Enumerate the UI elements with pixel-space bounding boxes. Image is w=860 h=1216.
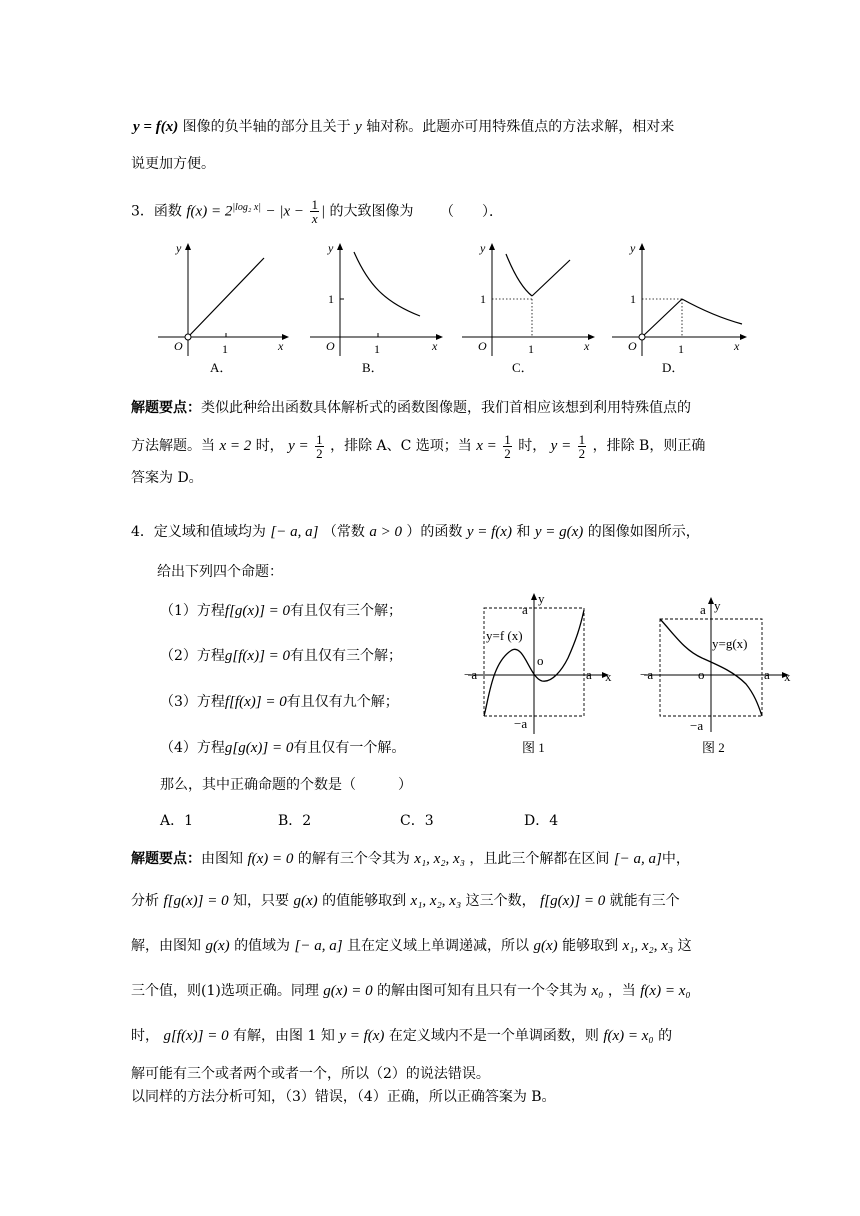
formula: x = 2 [219, 438, 252, 454]
text: 有且仅有三个解； [290, 648, 403, 664]
text: 这 [677, 938, 692, 954]
formula: g[g(x)] = 0 [224, 740, 294, 756]
text: 三个值，则(1)选项正确。同理 [131, 983, 319, 999]
a-right: a [586, 667, 592, 682]
q4-solution-line-6: 解可能有三个或者两个或者一个，所以（2）的说法错误。 [131, 1066, 490, 1082]
formula: g(x) [293, 893, 318, 909]
origin-label: O [478, 339, 487, 353]
fraction [310, 198, 319, 225]
option: A．1 [160, 813, 194, 829]
tick-label-y: 1 [630, 292, 636, 306]
proposition [160, 600, 460, 622]
q4-solution-line-3 [131, 935, 860, 957]
fraction-num: 1 [578, 431, 586, 447]
formula: y = [550, 438, 572, 454]
proposition [160, 691, 460, 713]
curve [188, 258, 264, 337]
formula: y = [288, 438, 309, 454]
formula: y = g(x) [534, 524, 584, 540]
text: 时， [255, 438, 284, 454]
variable: y [355, 119, 362, 135]
origin-label: o [537, 653, 544, 668]
formula: y = f(x) [133, 119, 179, 135]
text: 能够取到 [562, 938, 619, 954]
a-top: a [522, 602, 528, 617]
fraction [503, 433, 512, 460]
formula: f[f(x)] = 0 [224, 694, 287, 710]
formula: g(x) [205, 938, 230, 954]
option: C．3 [400, 813, 434, 829]
tick-label-x: 1 [678, 342, 684, 356]
formula: f(x) = x₀ [640, 983, 691, 999]
formula: g[f(x)] = 0 [224, 648, 291, 664]
tick-label-x: 1 [374, 342, 380, 356]
fraction-den: x [311, 211, 318, 227]
text: （常数 [322, 524, 365, 540]
y-label: y [714, 598, 721, 613]
q3-solution-line-1 [131, 397, 860, 419]
function-formula: f(x) = 2 [186, 203, 233, 220]
text: 知，只要 [233, 893, 290, 909]
origin-label: o [698, 667, 705, 682]
curve-right [682, 299, 742, 324]
formula: g(x) [533, 938, 558, 954]
fraction-num: 1 [311, 197, 318, 213]
formula: f[g(x)] = 0 [163, 893, 229, 909]
text: 的值域为 [234, 938, 291, 954]
proposition [160, 645, 460, 667]
x-label: x [605, 669, 612, 684]
tick-label-x: 1 [528, 342, 534, 356]
solution-label: 解题要点： [131, 400, 201, 416]
open-point [185, 334, 191, 340]
x-label: x [278, 339, 284, 353]
curve-left [642, 299, 682, 337]
graph-c [462, 241, 594, 375]
text: 且在定义域上单调递减，所以 [347, 938, 530, 954]
fraction-den: 2 [316, 445, 323, 461]
origin-label: O [628, 339, 637, 353]
fraction-den: 2 [578, 445, 586, 461]
intro-line-1 [133, 116, 860, 138]
formula: y = f(x) [466, 524, 512, 540]
solution-label: 解题要点： [131, 851, 201, 867]
q4-question: 那么，其中正确命题的个数是（ ） [160, 777, 412, 793]
option-letter: A． [210, 360, 233, 375]
q3-stem [131, 193, 860, 227]
y-label: y [538, 591, 545, 606]
text: 4．定义域和值域均为 [131, 524, 266, 540]
text: ）的函数 [406, 524, 463, 540]
formula: x₁, x₂, x₃ [410, 893, 462, 909]
option-letter: D． [662, 360, 685, 375]
text: 方法解题。当 [131, 438, 215, 454]
formula: x₁, x₂, x₃ [414, 851, 465, 867]
proposition [160, 737, 460, 759]
text: 类似此种给出函数具体解析式的函数图像题，我们首相应该想到利用特殊值点的 [201, 400, 691, 416]
formula: a > 0 [369, 524, 402, 540]
formula: [− a, a] [294, 938, 343, 954]
neg-a-bottom: −a [690, 718, 704, 733]
x-label: x [784, 669, 791, 684]
figure-caption: 图 1 [522, 740, 545, 755]
tick-label-y: 1 [480, 292, 486, 306]
text: 图像的负半轴的部分且关于 [182, 119, 351, 135]
text: 轴对称。此题亦可用特殊值点的方法求解，相对来 [366, 119, 675, 135]
neg-a-left: −a [464, 667, 478, 682]
y-label: y [480, 241, 486, 255]
text: 有且仅有九个解； [286, 694, 399, 710]
formula: f(x) = 0 [247, 851, 294, 867]
formula: f[g(x)] = 0 [540, 893, 606, 909]
q3-solution-line-3: 答案为 D。 [131, 470, 203, 486]
x-label: x [734, 339, 740, 353]
formula: [− a, a] [613, 851, 662, 867]
text: 就能有三个 [609, 893, 680, 909]
q4-figures [462, 588, 802, 760]
curve [354, 252, 420, 316]
formula: g[f(x)] = 0 [163, 1028, 229, 1044]
text: ，当 [607, 983, 636, 999]
text: 有解，由图 1 知 [233, 1028, 335, 1044]
text: 由图知 [201, 851, 243, 867]
tick-label-y: 1 [328, 292, 334, 306]
text: 的值能够取到 [322, 893, 407, 909]
figure-1 [464, 591, 612, 755]
formula: g(x) = 0 [323, 983, 373, 999]
formula: x₁, x₂, x₃ [622, 938, 674, 954]
origin-label: O [174, 339, 183, 353]
open-point [639, 334, 645, 340]
text: 的图像如图所示， [587, 524, 700, 540]
option: B．2 [278, 813, 312, 829]
y-label: y [328, 241, 334, 255]
q4-solution-line-5 [131, 1025, 860, 1047]
text: 的大致图像为 [329, 203, 414, 220]
text: 的 [658, 1028, 673, 1044]
text: ，排除 A、C 选项；当 [330, 438, 472, 454]
q4-stem-line-2: 给出下列四个命题： [157, 564, 283, 580]
figure-2 [640, 598, 791, 755]
formula: x₀ [591, 983, 604, 999]
formula: f(x) = x₀ [603, 1028, 654, 1044]
q4-solution-line-7: 以同样的方法分析可知，（3）错误，（4）正确，所以正确答案为 B。 [131, 1089, 556, 1105]
text: 时， [131, 1028, 159, 1044]
a-top: a [700, 602, 706, 617]
answer-blank: （ ）． [439, 203, 503, 220]
fraction-num: 1 [316, 431, 323, 447]
curve-left [506, 254, 532, 296]
a-right: a [764, 667, 770, 682]
option: D．4 [524, 813, 559, 829]
formula: f[g(x)] = 0 [224, 603, 291, 619]
q3-solution-line-2 [131, 429, 860, 463]
question-number: 3．函数 [131, 203, 182, 220]
q4-options [160, 810, 860, 832]
text: （2）方程 [160, 648, 225, 664]
text: 有且仅有一个解。 [293, 740, 406, 756]
text: 分析 [131, 893, 159, 909]
tick-label-x: 1 [222, 342, 228, 356]
text: ，且此三个解都在区间 [469, 851, 610, 867]
intro-line-2: 说更加方便。 [131, 156, 215, 172]
curve-label: y=g(x) [712, 636, 748, 651]
curve-right [532, 260, 570, 296]
text: （3）方程 [160, 694, 225, 710]
q4-solution-line-4 [131, 980, 860, 1002]
abs-left: − |x − [265, 203, 304, 220]
graph-d [612, 241, 746, 375]
q4-solution-line-2 [131, 890, 860, 912]
figure-caption: 图 2 [702, 740, 725, 755]
text: 中， [661, 851, 690, 867]
q4-stem-line-1 [131, 521, 860, 543]
neg-a-bottom: −a [514, 716, 528, 731]
formula: x = [476, 438, 497, 454]
graph-b [310, 241, 442, 375]
x-label: x [432, 339, 438, 353]
graph-a [158, 241, 288, 375]
text: （1）方程 [160, 603, 225, 619]
text: 在定义域内不是一个单调函数，则 [388, 1028, 599, 1044]
fraction-num: 1 [504, 431, 511, 447]
neg-a-left: −a [640, 667, 654, 682]
x-label: x [584, 339, 590, 353]
text: 有且仅有三个解； [290, 603, 403, 619]
formula: y = f(x) [339, 1028, 385, 1044]
exponent: |log₂ x| [232, 202, 262, 213]
option-letter: C． [512, 360, 534, 375]
text: 的解由图可知有且只有一个令其为 [377, 983, 588, 999]
abs-right: | [320, 203, 326, 220]
text: （4）方程 [160, 740, 225, 756]
formula: [− a, a] [270, 524, 319, 540]
q4-solution-line-1 [131, 848, 860, 870]
option-letter: B． [362, 360, 384, 375]
y-label: y [176, 241, 182, 255]
y-label: y [630, 241, 636, 255]
text: 这三个数， [465, 893, 536, 909]
text: 时， [518, 438, 547, 454]
fraction [315, 433, 324, 460]
text: ，排除 B，则正确 [592, 438, 706, 454]
q3-graphs [150, 236, 770, 378]
curve-label: y=f (x) [486, 628, 523, 643]
fraction [578, 433, 587, 460]
fraction-den: 2 [504, 445, 511, 461]
origin-label: O [326, 339, 335, 353]
text: 的解有三个令其为 [297, 851, 410, 867]
text: 和 [516, 524, 531, 540]
text: 解，由图知 [131, 938, 201, 954]
